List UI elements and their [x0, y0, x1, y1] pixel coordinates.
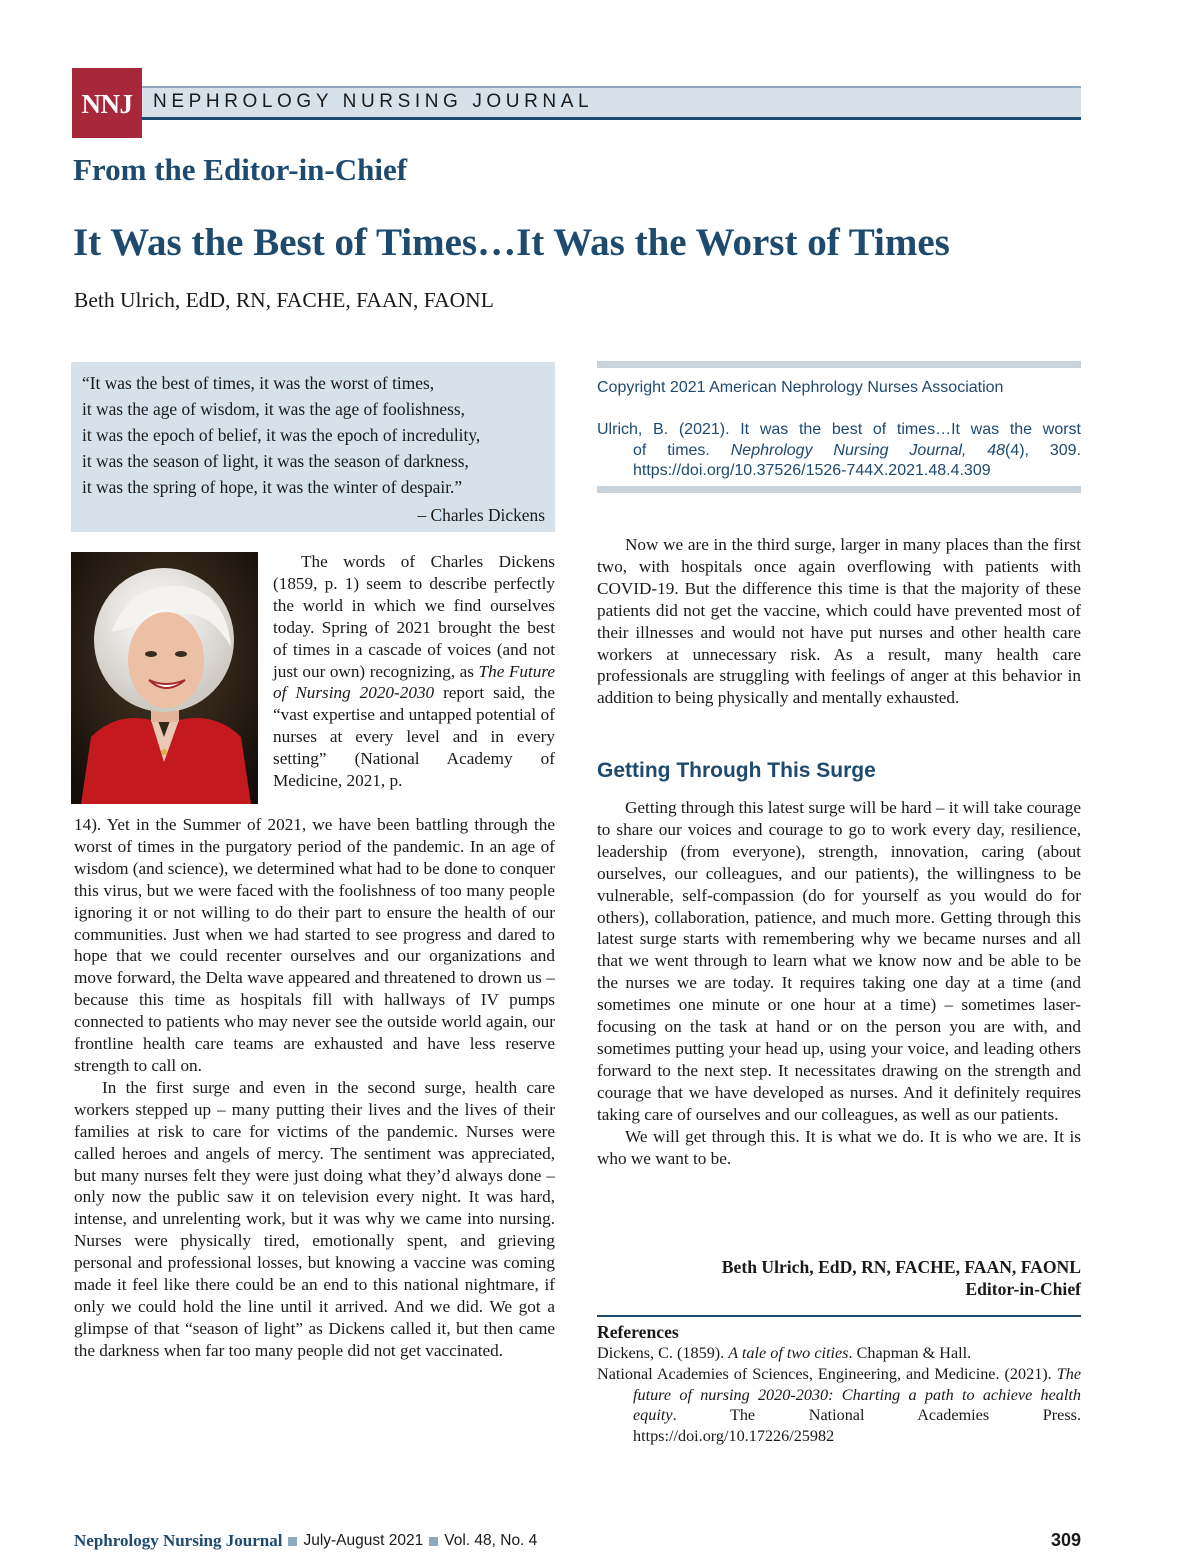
epigraph-line: it was the season of light, it was the season of darkness, — [82, 451, 469, 471]
reference-title: The future of nursing 2020-2030: Charting a path to achieve health equity — [633, 1364, 1081, 1425]
footer-issue-date: July-August 2021 — [303, 1532, 424, 1549]
page-footer — [74, 1531, 537, 1551]
citation — [597, 420, 1081, 482]
body-right-column — [597, 534, 1081, 709]
footer-journal: Nephrology Nursing Journal — [74, 1531, 283, 1550]
signature-name: Beth Ulrich, EdD, RN, FACHE, FAAN, FAONL — [721, 1257, 1081, 1277]
author-photo — [71, 552, 258, 804]
references-heading: References — [597, 1322, 679, 1342]
body-paragraph-5: We will get through this. It is what we do. It is who we are. It is who we want to be. — [597, 1126, 1081, 1168]
body-paragraph-2: In the first surge and even in the second surge, health care workers stepped up – many putting their lives and the lives of their families at risk to care for victims of the pandemic. Nurses were called heroes and angels of mercy. The sentiment was appreciated, but many nurses felt they were just doing what they’d always done – only now the public saw it on television every night. It was hard, intense, and unrelenting work, but it was why we came into nursing. Nurses were physically tired, emotionally spent, and grieving personal and professional losses, but knowing a vaccine was coming made it feel like there could be an end to this national nightmare, if only we could hold the line until it arrived. And we did. We got a glimpse of that “season of light” as Dickens called it, but then came the darkness when far too many people did not get vaccinated. — [74, 1077, 555, 1360]
epigraph-box — [71, 362, 555, 532]
citation-doi[interactable]: https://doi.org/10.37526/1526-744X.2021.48.4.309 — [633, 462, 991, 479]
square-bullet-icon — [288, 1537, 297, 1546]
citation-journal: Nephrology Nursing Journal, 48 — [730, 441, 1005, 459]
references-list — [597, 1343, 1081, 1447]
section-heading: Getting Through This Surge — [597, 759, 876, 782]
copyright-line: Copyright 2021 American Nephrology Nurses Association — [597, 379, 1004, 396]
body-paragraph-1-wrapped — [273, 551, 555, 792]
report-title: The Future of Nursing 2020-2030 — [273, 661, 556, 703]
journal-name: NEPHROLOGY NURSING JOURNAL — [153, 91, 594, 112]
body-text: The words of Charles Dickens (1859, p. 1) seem to describe perfectly the world in which we find ourselves today. Spring of 2021 brought the best of times in a cascade of voices (and not just our own) recognizing, as — [273, 552, 555, 681]
reference-item — [597, 1343, 1081, 1364]
body-paragraph-3: Now we are in the third surge, larger in many places than the first two, with hospitals once again overflowing with patients with COVID-19. But the difference this time is that the majority of these patients did not get the vaccine, which could have prevented most of their illnesses and would not have put nurses and other health care workers at unnecessary risk. As a result, many health care professionals are struggling with feelings of anger at this behavior in addition to being physically and mentally exhausted. — [597, 535, 1081, 708]
page-number: 309 — [1050, 1530, 1081, 1550]
reference-text: . Chapman & Hall. — [848, 1344, 972, 1362]
references-divider — [597, 1315, 1081, 1317]
square-bullet-icon — [429, 1537, 438, 1546]
citation-text: (4), 309. — [1005, 441, 1081, 459]
journal-logo-badge: NNJ — [72, 68, 142, 138]
copyright-box — [597, 361, 1081, 493]
footer-volume: Vol. 48, No. 4 — [444, 1532, 538, 1549]
reference-item — [597, 1364, 1081, 1447]
reference-text: . The National Academies Press. https://doi.org/10.17226/25982 — [633, 1406, 1081, 1446]
article-author: Beth Ulrich, EdD, RN, FACHE, FAAN, FAONL — [74, 288, 494, 312]
epigraph-attribution: – Charles Dickens — [417, 505, 545, 525]
epigraph-line: “It was the best of times, it was the worst of times, — [82, 373, 435, 393]
body-left-column — [74, 814, 555, 1362]
epigraph-line: it was the epoch of belief, it was the epoch of incredulity, — [82, 425, 481, 445]
signature-role: Editor-in-Chief — [965, 1279, 1081, 1299]
epigraph-line: it was the age of wisdom, it was the age of foolishness, — [82, 399, 466, 419]
article-title: It Was the Best of Times…It Was the Worst of Times — [73, 221, 950, 264]
article-kicker: From the Editor-in-Chief — [73, 152, 408, 187]
citation-text: Ulrich, B. (2021). It was the best of times…It was the worst — [597, 421, 1081, 438]
body-right-column-lower — [597, 797, 1081, 1169]
reference-title: A tale of two cities — [728, 1344, 849, 1362]
body-paragraph-1-continued: 14). Yet in the Summer of 2021, we have been battling through the worst of times in the purgatory period of the pandemic. In an age of wisdom (and science), we determined what had to be done to conquer this virus, but we were faced with the foolishness of too many people ignoring it or not willing to do their part to ensure the health of our communities. Just when we had started to see progress and dared to hope that we could recenter ourselves and our organizations and move forward, the Delta wave appeared and threatened to drown us – because this time as hospitals fill with hallways of IV pumps connected to patients who may never see the outside world again, our frontline health care teams are exhausted and have less reserve strength to call on. — [74, 815, 555, 1075]
epigraph-line: it was the spring of hope, it was the winter of despair.” — [82, 477, 463, 497]
reference-text: National Academies of Sciences, Engineering, and Medicine. (2021). — [597, 1364, 1057, 1383]
body-text: report said, the “vast expertise and untapped potential of nurses at every level and in every setting” (National Academy of Medicine, 2021, p. — [273, 683, 555, 791]
signature-block — [597, 1256, 1081, 1300]
body-paragraph-4: Getting through this latest surge will be hard – it will take courage to share our voices and courage to go to work every day, resilience, leadership (from everyone), strength, innovation, caring (about ourselves, our colleagues, and our patients), the willingness to be vulnerable, self-compassion (do for yourself as you would do for others), collaboration, patience, and much more. Getting through this latest surge starts with remembering why we became nurses and all that we went through to learn what we know now and be able to be the nurses we are today. It requires taking one day at a time (and sometimes one minute or one hour at a time) – sometimes laser-focusing on the task at hand or on the person you are with, and sometimes putting your head up, using your voice, and leading others forward to the next step. It necessitates drawing on the strength and courage that we have developed as nurses. And it definitely requires taking care of ourselves and our colleagues, as well as our patients. — [597, 798, 1082, 1124]
reference-text: Dickens, C. (1859). — [597, 1344, 729, 1362]
citation-text: of times. — [633, 441, 731, 459]
